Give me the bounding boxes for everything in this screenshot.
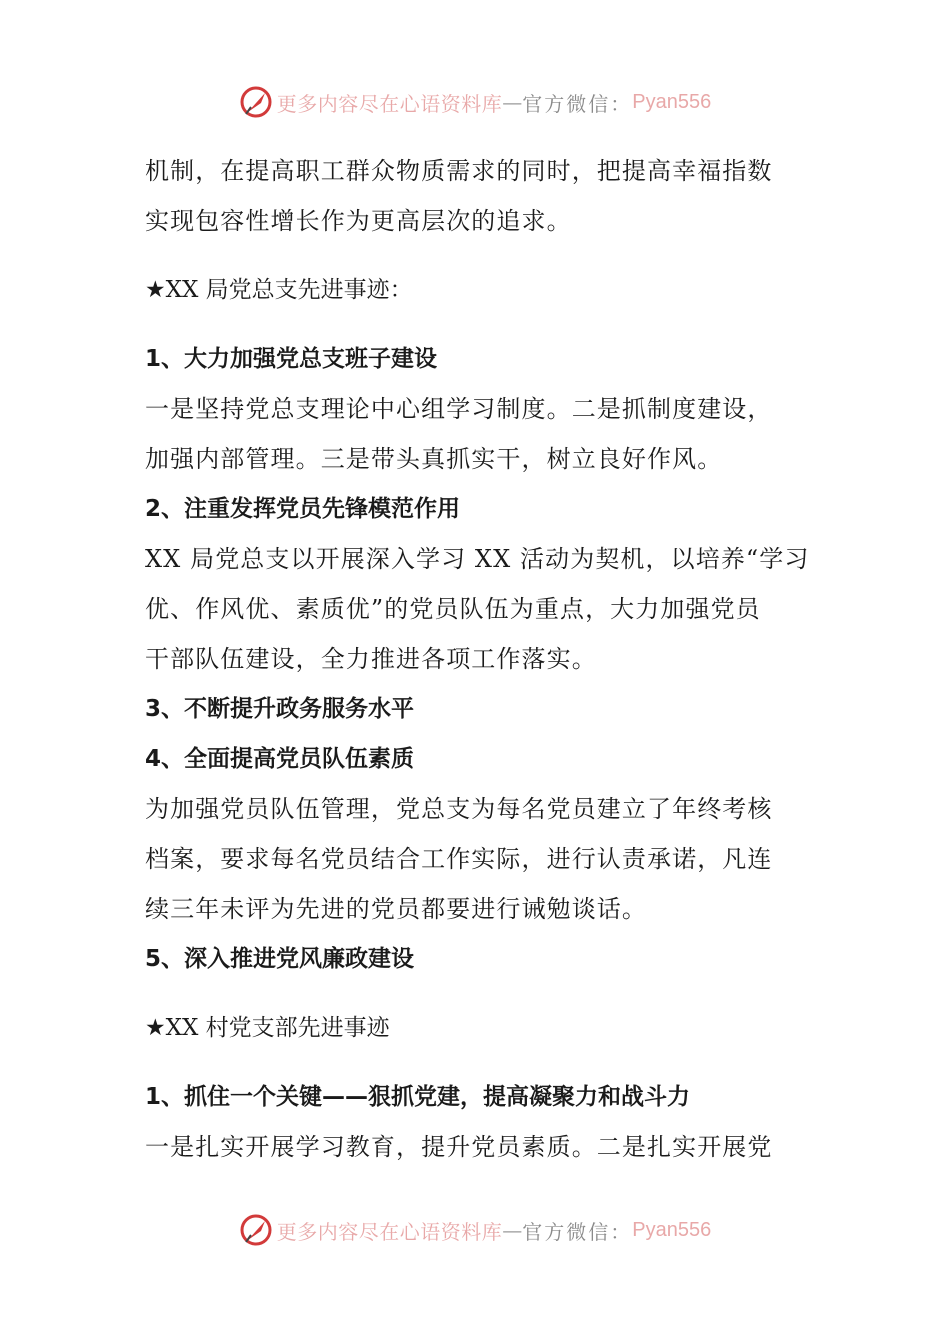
watermark-wechat-id: Pyan556 xyxy=(632,1218,712,1241)
watermark-official-label: 官方微信： xyxy=(522,91,633,116)
paragraph-line: 实现包容性增长作为更高层次的追求。 xyxy=(145,207,572,235)
watermark-separator: — xyxy=(502,90,523,114)
subsection-heading: 4、全面提高党员队伍素质 xyxy=(145,746,415,772)
subsection-heading: 3、不断提升政务服务水平 xyxy=(145,696,415,722)
quill-logo-icon xyxy=(239,85,273,119)
quill-logo-icon xyxy=(239,1213,273,1247)
section-title: ★XX 村党支部先进事迹 xyxy=(145,1015,390,1041)
paragraph-line: 续三年未评为先进的党员都要进行诫勉谈话。 xyxy=(145,895,647,923)
header-watermark xyxy=(0,82,950,122)
paragraph-line: 一是坚持党总支理论中心组学习制度。二是抓制度建设， xyxy=(145,395,773,423)
paragraph-line: 优、作风优、素质优”的党员队伍为重点，大力加强党员 xyxy=(145,595,761,623)
document-body xyxy=(145,146,810,1172)
section-title: ★XX 局党总支先进事迹： xyxy=(145,277,413,303)
subsection-heading: 5、深入推进党风廉政建设 xyxy=(145,946,415,972)
watermark-site-text: 更多内容尽在心语资料库 xyxy=(276,1219,503,1244)
paragraph-line: 为加强党员队伍管理，党总支为每名党员建立了年终考核 xyxy=(145,795,773,823)
paragraph-line: XX 局党总支以开展深入学习 XX 活动为契机，以培养“学习 xyxy=(145,545,810,573)
watermark-site-text: 更多内容尽在心语资料库 xyxy=(276,91,503,116)
subsection-heading: 1、抓住一个关键——狠抓党建，提高凝聚力和战斗力 xyxy=(145,1084,691,1110)
watermark-official-label: 官方微信： xyxy=(522,1219,633,1244)
paragraph-line: 干部队伍建设，全力推进各项工作落实。 xyxy=(145,645,597,673)
paragraph-line: 加强内部管理。三是带头真抓实干，树立良好作风。 xyxy=(145,445,723,473)
subsection-heading: 2、注重发挥党员先锋模范作用 xyxy=(145,496,461,522)
watermark-separator: — xyxy=(502,1218,523,1242)
paragraph-line: 档案，要求每名党员结合工作实际，进行认责承诺，凡连 xyxy=(145,845,773,873)
watermark-wechat-id: Pyan556 xyxy=(632,90,712,113)
paragraph-line: 一是扎实开展学习教育，提升党员素质。二是扎实开展党 xyxy=(145,1133,773,1161)
paragraph-line: 机制，在提高职工群众物质需求的同时，把提高幸福指数 xyxy=(145,157,773,185)
subsection-heading: 1、大力加强党总支班子建设 xyxy=(145,346,438,372)
footer-watermark xyxy=(0,1210,950,1250)
